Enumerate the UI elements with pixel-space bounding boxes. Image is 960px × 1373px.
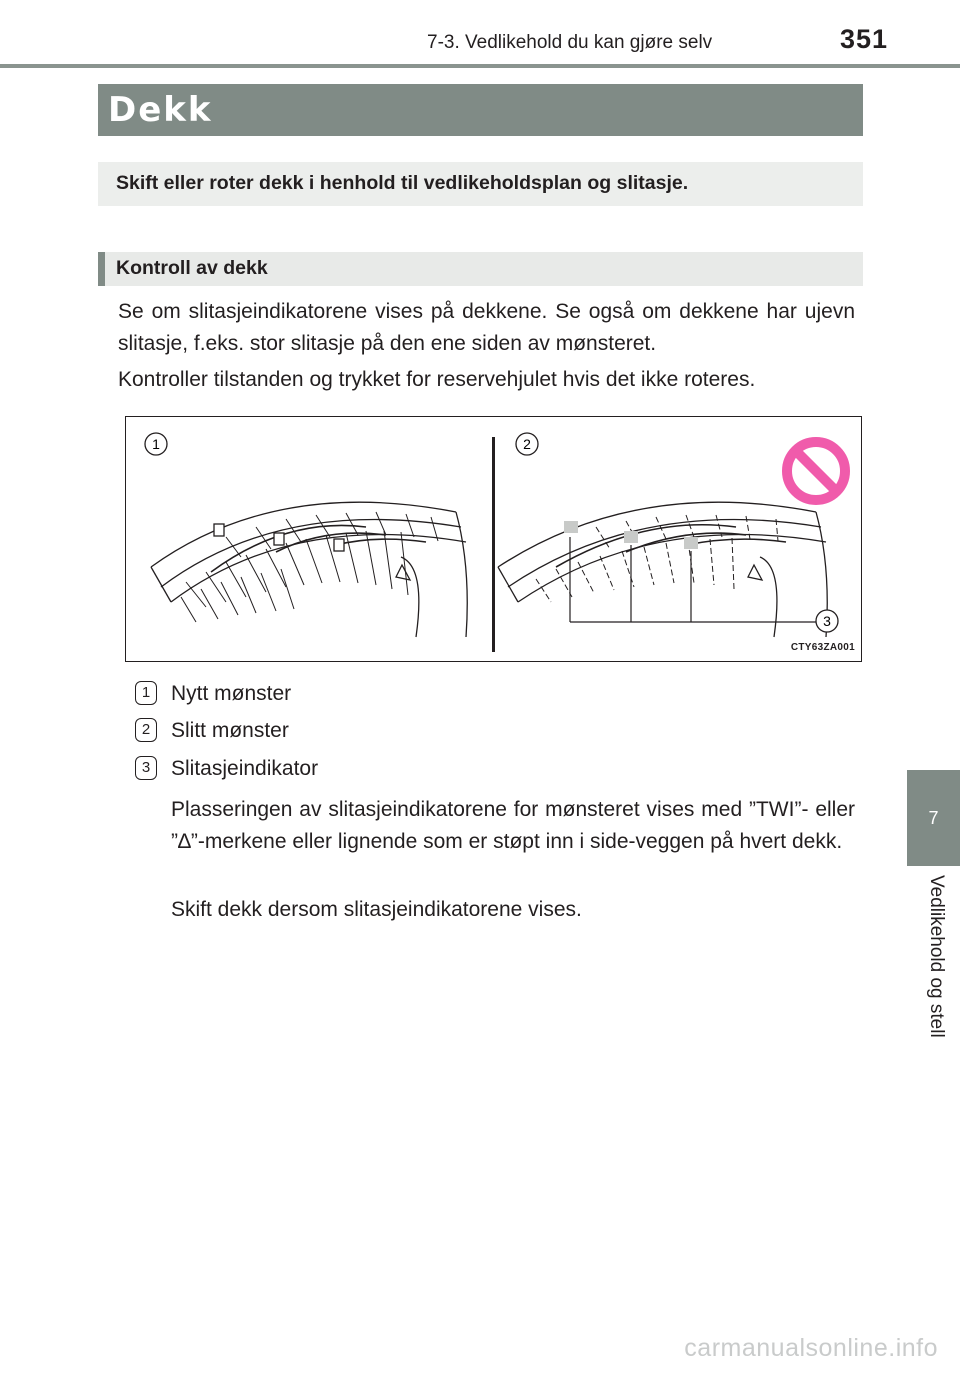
legend-number: 3 (135, 756, 157, 780)
subheading-text: Kontroll av dekk (116, 257, 268, 279)
callout-3 (816, 610, 838, 632)
summary-text: Skift eller roter dekk i henhold til vedlikeholdsplan og slitasje. (116, 172, 689, 194)
subheading-bar (98, 252, 863, 286)
chapter-tab (907, 770, 960, 866)
legend-label: Nytt mønster (171, 682, 292, 705)
replace-tire-note: Skift dekk dersom slitasjeindikatorene vises. (171, 898, 582, 921)
callout-1 (145, 433, 167, 455)
legend-number: 1 (135, 681, 157, 705)
figure-divider (492, 437, 495, 652)
svg-text:2: 2 (523, 436, 531, 452)
svg-text:1: 1 (152, 436, 160, 452)
page-title: Dekk (108, 90, 213, 130)
paragraph-2: Kontroller tilstanden og trykket for reservehjulet hvis det ikke roteres. (118, 368, 756, 391)
prohibited-sign-icon (787, 442, 845, 500)
header-divider (0, 64, 960, 68)
tire-illustration (125, 416, 862, 662)
watermark: carmanualsonline.info (684, 1334, 938, 1362)
chapter-label: Vedlikehold og stell (926, 875, 947, 1038)
tire-diagram-svg (126, 417, 863, 663)
page-number: 351 (839, 24, 888, 54)
summary-box (98, 162, 863, 206)
callout-2 (516, 433, 538, 455)
wear-indicator-note: Plasseringen av slitasjeindikatorene for mønsteret vises med ”TWI”- eller ”∆”-merkene eller lignende som er støpt inn i side-veggen på hvert dekk. (171, 798, 855, 853)
worn-tread-tire (498, 502, 827, 637)
chapter-number: 7 (928, 808, 939, 828)
svg-text:3: 3 (823, 613, 831, 629)
legend-label: Slitasjeindikator (171, 757, 319, 780)
new-tread-tire (151, 502, 467, 637)
header-section-title: 7-3. Vedlikehold du kan gjøre selv (427, 32, 713, 53)
legend-number: 2 (135, 718, 157, 742)
legend-label: Slitt mønster (171, 719, 289, 742)
paragraph-1: Se om slitasjeindikatorene vises på dekkene. Se også om dekkene har ujevn slitasje, f.eks. stor slitasje på den ene siden av mønsteret. (118, 300, 855, 355)
figure-code: CTY63ZA001 (790, 642, 855, 653)
title-bar (98, 84, 863, 136)
